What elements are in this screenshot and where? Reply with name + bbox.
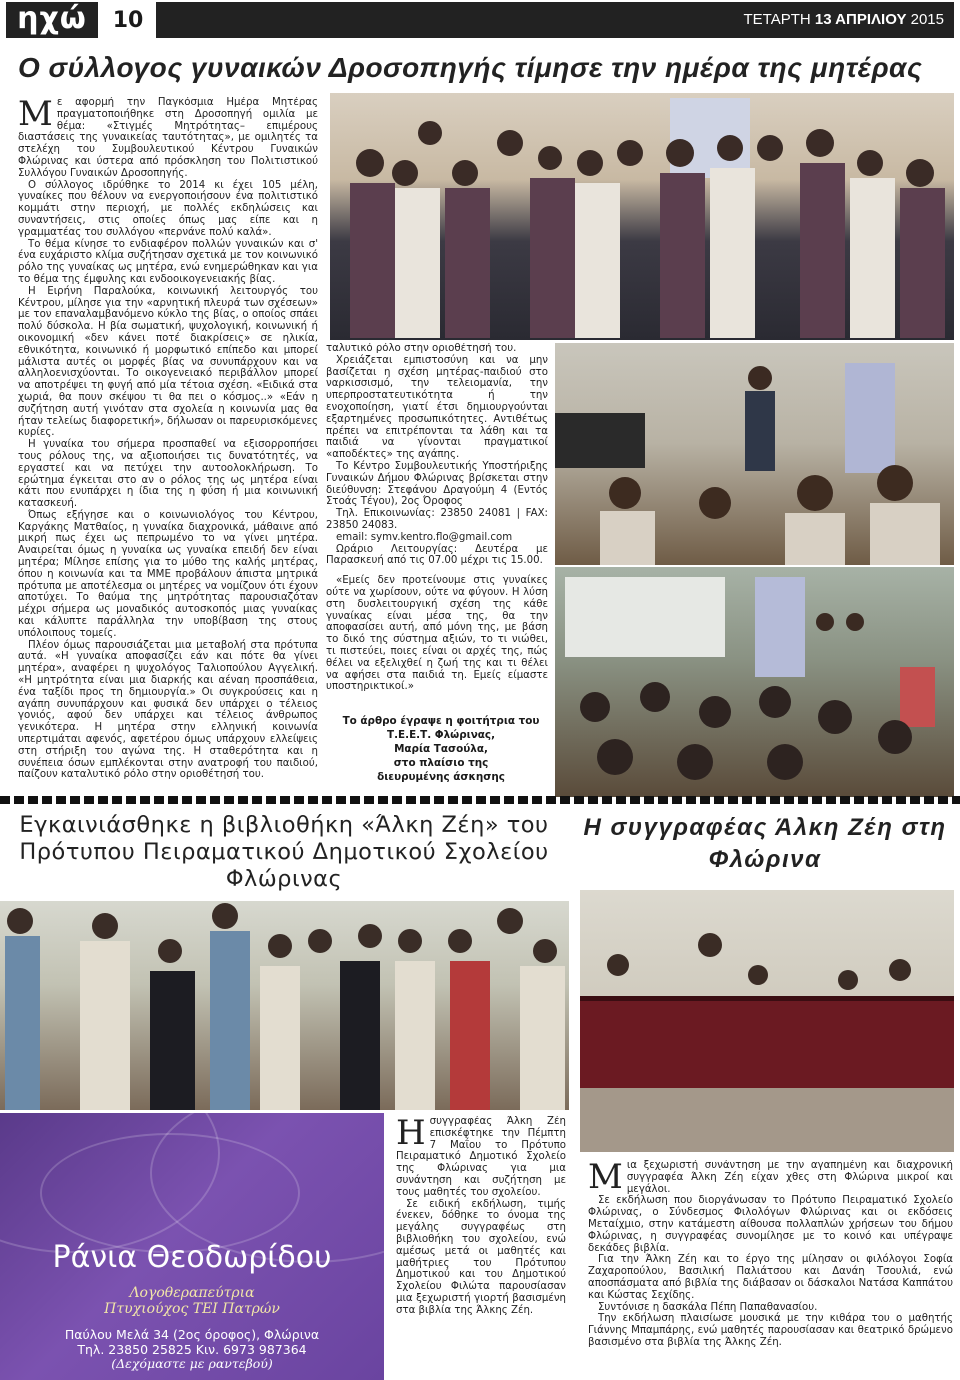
- speaker-photo: [555, 343, 954, 565]
- article-paragraph: Με αφορμή την Παγκόσμια Ημέρα Μητέρας πραγματοποιήθηκε στη Δροσοπηγή ομιλία με θέμα: «Στιγμές Μητρότητας– επιμέρους διαστάσεις της γυναικείας ταυτότητας», με ομιλητές τα στελέχη του Συμβουλευτικού Κέντρου Γυναικών Φλώρινας και ύστερα από πρόσκληση του Πολιτιστικού Συλλόγου Γυναικών Δροσοπηγής.: [18, 97, 318, 179]
- article-paragraph: Σε εκδήλωση που διοργάνωσαν το Πρότυπο Πειραματικό Σχολείο Φλώρινας, ο Σύνδεσμος Φιλολόγων Φλώρινας και οι εκδόσεις Μεταίχμιο, στην κατάμεστη αίθουσα πολλαπλών χρήσεων του δήμου Φλώρινας, η συγγραφέας συνομίλησε με το κοινό και υπέγραψε δεκάδες βιβλία.: [588, 1195, 953, 1254]
- article-paragraph: Η γυναίκα του σήμερα προσπαθεί να εξισορροπήσει τους ρόλους της, να αξιοποιήσει τις δυνατότητές, να εργαστεί και να πετύχει την αυτοολοκλήρωση. Το ερώτημα έγκειται στο αν ο ρόλος της ως μητέρα είναι κάτι που ενυπάρχει η ίδια της η φύση ή μια κοινωνική κατασκευή.: [18, 439, 318, 510]
- article-paragraph: Χρειάζεται εμπιστοσύνη και να μην βασίζεται η σχέση μητέρας-παιδιού στο ναρκισσισμό, την τελειομανία, την υπερπροστατευτικότητα ή την ενοχοποίηση, γιατί έτσι δημιουργούνται εξαρτημένες προσωπικότητες. Αντιθέτως πρέπει να επιτρέπονται τα λάθη και τα παιδιά να γίνονται πραγματικοί «αποδέκτες» της αγάπης.: [326, 354, 548, 461]
- article-paragraph: ταλυτικό ρόλο στην οριοθέτησή του.: [326, 343, 517, 354]
- speaker-photo-scene: [555, 343, 954, 565]
- article-paragraph: Για την Άλκη Ζέη και το έργο της μίλησαν οι φιλόλογοι Σοφία Ζαχαροπούλου, Βασιλική Παλιάτσου και Δανάη Τσουλιά, ενώ αποσπάσματα από βιβλία της διάβασαν οι δάσκαλοι Νατάσα Καππάτου και Κώστας Σεχίδης.: [588, 1254, 953, 1301]
- article-paragraph: Μια ξεχωριστή συνάντηση με την αγαπημένη και διαχρονική συγγραφέα Άλκη Ζέη είχαν χθες στη Φλώρινα μικροί και μεγάλοι.: [588, 1160, 953, 1197]
- panel-photo: [580, 890, 954, 1152]
- page-number: 10: [100, 2, 156, 38]
- masthead: [0, 0, 960, 40]
- article-column-2: [326, 343, 548, 703]
- article-paragraph: «Εμείς δεν προτείνουμε στις γυναίκες ούτε να χωρίσουν, ούτε να φύγουν. Η λύση στη δυσλειτουργική σχέση της κάθε γυναίκας είναι μέσα της, θα την αποφασίσει αυτή, από μόνη της, με βάση το δικό της σύστημα αξιών, το τι νιώθει, τι πιστεύει, ποιες είναι οι αρχές της, πώς θέλει να εξελιχθεί η ζωή της και τι θέλει να αφήσει στα παιδιά τη. Εμείς είμαστε υποστηρικτικοί.»: [326, 575, 548, 693]
- library-group-photo-figures: [0, 901, 569, 1110]
- group-photo-figures: [330, 93, 954, 340]
- author-headline: Η συγγραφέας Άλκη Ζέη στη Φλώρινα: [583, 814, 947, 873]
- article-paragraph: Συντόνισε η δασκάλα Πέπη Παπαθανασίου.: [598, 1301, 818, 1313]
- drop-cap: Μ: [588, 1160, 623, 1197]
- drop-cap: Μ: [18, 97, 53, 134]
- drop-cap: Η: [396, 1116, 426, 1153]
- audience-photo-scene: [555, 567, 954, 797]
- article-paragraph: Σε ειδική εκδήλωση, τιμής ένεκεν, δόθηκε το όνομα της μεγάλης συγγραφέως στη βιβλιοθήκη του σχολείου, ενώ αμέσως μετά οι μαθητές και μαθήτριες του Πρότυπου Δημοτικού και του Δημοτικού Σχολείου Φιλώτα παρουσίασαν μια ξεχωριστή γιορτή βασισμένη στα βιβλία της Άλκης Ζέη.: [396, 1198, 566, 1316]
- ad-profession: Λογοθεραπεύτρια Πτυχιούχος ΤΕΙ Πατρών: [104, 1285, 280, 1317]
- contact-email: email: symv.kentro.flo@gmail.com: [336, 531, 513, 543]
- article-paragraph: Όπως εξήγησε και ο κοινωνιολόγος του Κέντρου, Καργάκης Ματθαίος, η γυναίκα διαχρονικά, μάθαινε από μικρή πως έχει ως πεπρωμένο το να γίνει μητέρα. Αναιρείται όμως η γυναίκα ως γυναίκα επειδή δεν είναι μητέρα; Μίλησε επίσης για το μύθο της καλής μητέρας, όπου η κοινωνία και τα ΜΜΕ προβάλουν άπιστα μητρικά πρότυπα με αποτέλεσμα οι μητέρες να νομίζουν ότι έχουν αποτύχει. Το θαύμα της μητρότητας παρουσιαζόταν μέχρι σήμερα ως μοναδικός αυτοσκοπός μιας γυναίκας και κάλυπτε παράλληλα την υποβίβαση της στους υπόλοιπους τομείς.: [18, 509, 318, 639]
- speech-therapist-ad: [0, 1113, 384, 1380]
- newspaper-logo: ηχώ: [6, 2, 98, 38]
- opening-hours: Ωράριο Λειτουργίας: Δευτέρα με Παρασκευή από τις 07.00 μέχρι τις 15.00.: [326, 543, 548, 567]
- article-byline: Το άρθρο έγραψε η φοιτήτρια του Τ.Ε.Ε.Τ. Φλώρινας, Μαρία Τασούλα, στο πλαίσιο της διευρυμένης άσκησης: [342, 715, 540, 783]
- article-paragraph: Ησυγγραφέας Άλκη Ζέη επισκέφτηκε την Πέμπτη 7 Μαΐου το Πρότυπο Πειραματικό Δημοτικό Σχολείο της Φλώρινας για μια συνάντηση και συζήτηση με τους μαθητές του σχολείου.: [396, 1116, 566, 1198]
- author-article-text: [588, 1160, 953, 1378]
- ad-appointment-note: (Δεχόμαστε με ραντεβού): [111, 1356, 273, 1371]
- article-column-1: [18, 97, 318, 795]
- contact-phone: Τηλ. Επικοινωνίας: 23850 24081 | FAX: 23850 24083.: [326, 508, 548, 531]
- header-bar: [156, 2, 954, 38]
- ad-address: Παύλου Μελά 34 (2ος όροφος), Φλώρινα Τηλ. 23850 25825 Κιν. 6973 987364: [64, 1327, 320, 1357]
- article-paragraph: Το Κέντρο Συμβουλευτικής Υποστήριξης Γυναικών Δήμου Φλώρινας βρίσκεται στην διεύθυνση: Στεφάνου Δραγούμη 4 (Εντός Στοάς Τέγου), 2ος Όροφος: [326, 460, 548, 508]
- article-headline: Ο σύλλογος γυναικών Δροσοπηγής τίμησε την ημέρα της μητέρας: [18, 52, 923, 83]
- library-article-text: [396, 1116, 566, 1378]
- ad-name: Ράνια Θεοδωρίδου: [52, 1240, 332, 1275]
- article-paragraph: Πλέον όμως παρουσιάζεται μια μεταβολή στα πρότυπα αυτά. «Η γυναίκα αποφασίζει εάν και πότε θα γίνει μητέρα», αναφέρει η ψυχολόγος Ταλιοπούλου Αγγελική. «Η μητρότητα είναι μια διαρκής και αέναη προσπάθεια, ένα ταξίδι προς τη δημιουργία.» Οι συγκρούσεις και η αγάπη συνυπάρχουν και φυσικά δεν υπάρχει ο τέλειος γονιός, αφού δεν υπάρχει και τέλειος άνθρωπος γενικότερα. Η μητέρα στην ελληνική κοινωνία υπερτιμάται αφενός, αφετέρου όμως υπάρχουν ελλείψεις στη στήριξη του αγώνα της. Η σταθερότητα και η συνέπεια όσων εμπλέκονται στην ανατροφή του παιδιού, παίζουν καταλυτικό ρόλο στην οριοθέτησή του.: [18, 639, 318, 781]
- article-paragraph: Την εκδήλωση πλαισίωσε μουσικά με την κιθάρα του ο μαθητής Γιάννης Μπαμπάρης, ενώ μαθητές παρουσίασαν και θεατρικό δρώμενο βασισμένο στα βιβλία της Άλκης Ζέη.: [588, 1313, 953, 1348]
- article-paragraph: Ο σύλλογος ιδρύθηκε το 2014 κι έχει 105 μέλη, γυναίκες που θέλουν να ενεργοποιήσουν ένα πολιτιστικό κομμάτι στην περιοχή, με πολλές εκδηλώσεις και συναντήσεις, στις οποίες όπως μας είπε και η γραμματέας του συλλόγου «περνάνε πολύ καλά».: [18, 179, 318, 238]
- section-separator: [0, 796, 960, 804]
- audience-photo: [555, 567, 954, 797]
- article-paragraph: Το θέμα κίνησε το ενδιαφέρον πολλών γυναικών και σ' ένα ευχάριστο κλίμα συζήτησαν σχετικά με τον κοινωνικό ρόλο της γυναίκας ως μητέρα, ενώ ενημερώθηκαν και για το θέμα της έμφυλης και ενδοοικογενειακής βίας.: [18, 238, 318, 285]
- library-headline: Εγκαινιάσθηκε η βιβλιοθήκη «Άλκη Ζέη» του Πρότυπου Πειραματικού Δημοτικού Σχολείου Φλώρινας: [19, 812, 549, 892]
- article-paragraph: Η Ειρήνη Παραλούκα, κοινωνική λειτουργός του Κέντρου, μίλησε για την «αρνητική πλευρά των σχέσεων» με τον επαναλαμβανόμενο κύκλο της βίας, ο οποίος σπάει πολύ δύσκολα. Η βία σωματική, ψυχολογική, κοινωνική ή οικονομική «δεν κάνει ποτέ διακρίσεις» σε ηλικία, εθνικότητα, κοινωνικό ή μορφωτικό επίπεδο και μπορεί μάλιστα αυτές οι μορφές βίας να συνυπάρχουν και να αλληλοενισχύονται. Το οικογενειακό περιβάλλον μπορεί να αποτρέψει τη φυγή από μία τέτοια σχέση. «Ειδικά στα χωριά, θα πουν σκέψου τι θα πει ο κόσμος..» «Εάν η συζήτηση αυτή γινόταν στα σχολεία η κοινωνία μας θα ήταν τελείως διαφορετική», δήλωσαν οι παρευρισκόμενες κυρίες.: [18, 285, 318, 439]
- library-group-photo: [0, 901, 569, 1110]
- group-photo: [330, 93, 954, 340]
- issue-date: ΤΕΤΑΡΤΗ 13 ΑΠΡΙΛΙΟΥ 2015: [743, 11, 944, 28]
- panel-photo-scene: [580, 890, 954, 1152]
